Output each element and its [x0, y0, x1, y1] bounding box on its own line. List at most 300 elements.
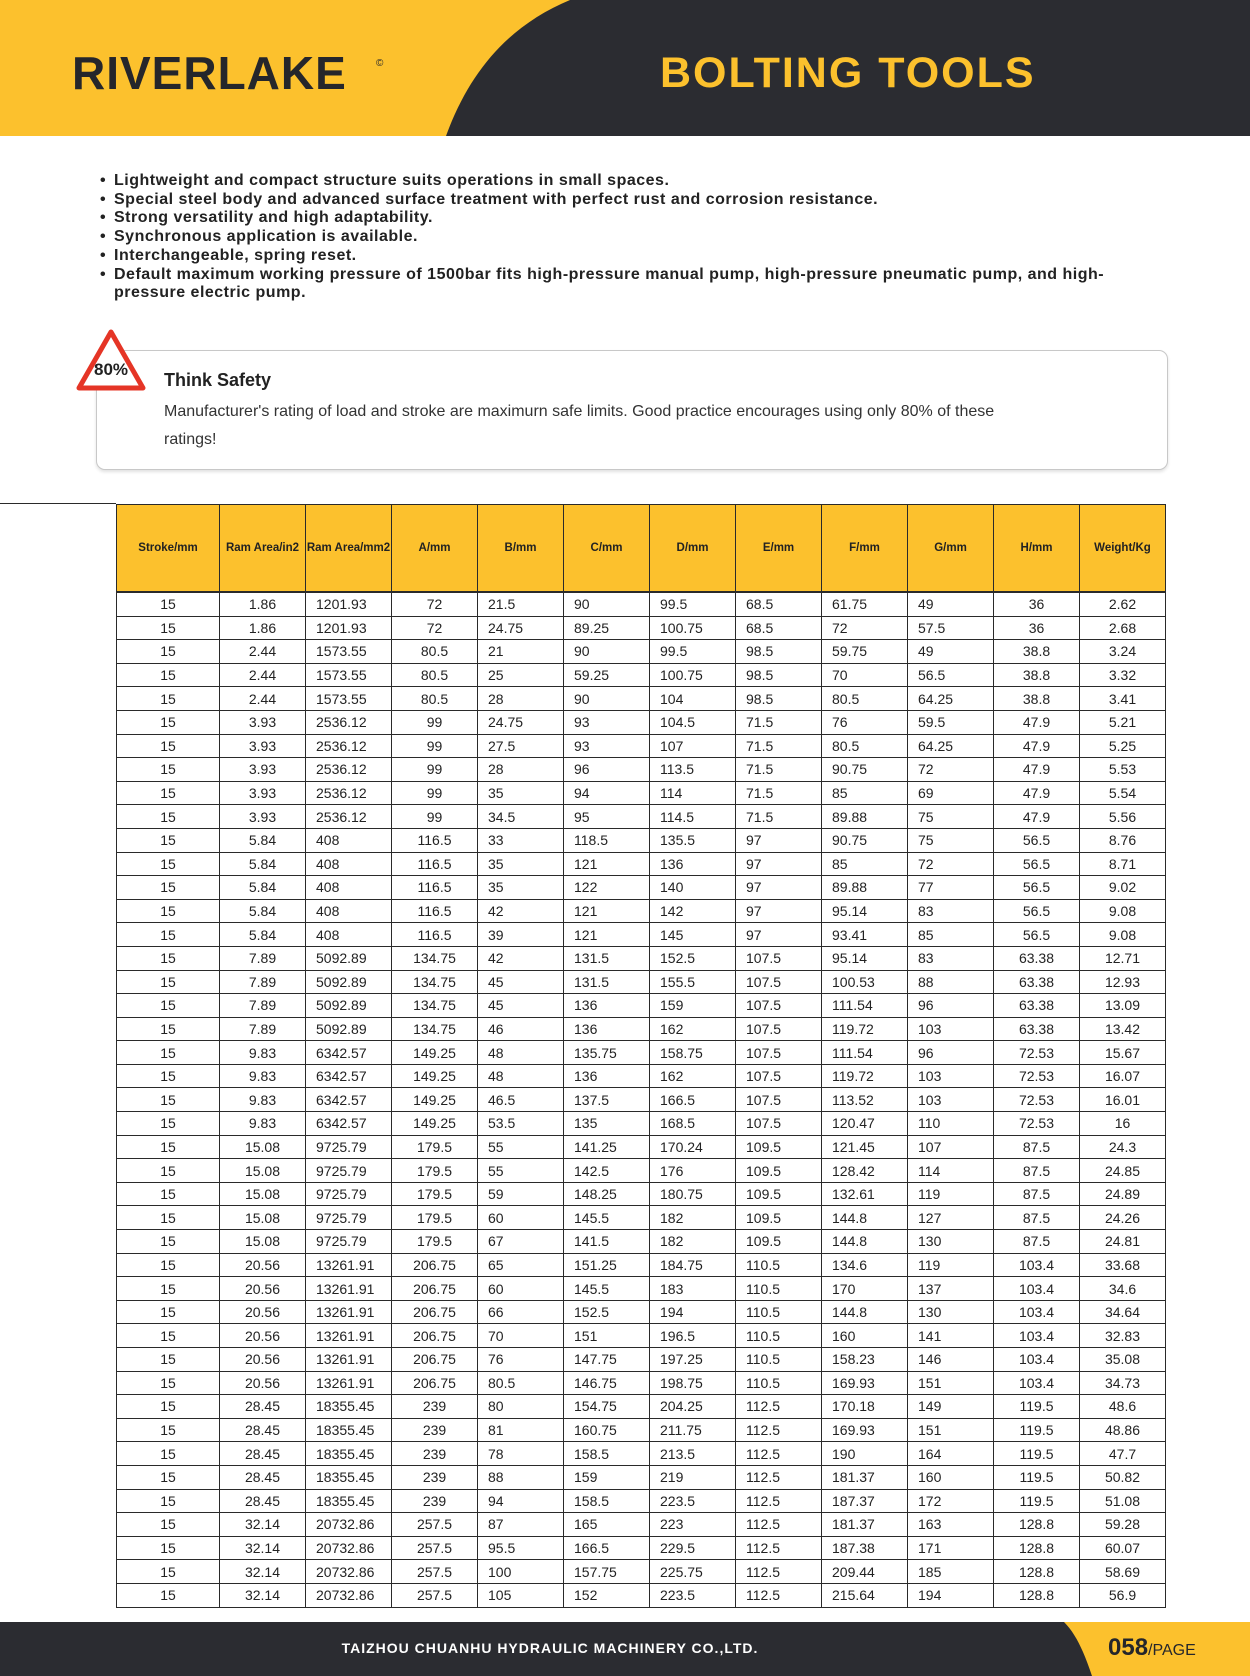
table-cell: 72	[822, 616, 908, 640]
table-cell: 80.5	[478, 1371, 564, 1395]
table-cell: 98.5	[736, 687, 822, 711]
table-cell: 215.64	[822, 1583, 908, 1607]
table-cell: 47.9	[994, 805, 1080, 829]
table-cell: 56.5	[908, 663, 994, 687]
table-cell: 99	[392, 710, 478, 734]
table-cell: 16.01	[1080, 1088, 1166, 1112]
table-cell: 172	[908, 1489, 994, 1513]
table-cell: 119.5	[994, 1442, 1080, 1466]
table-cell: 70	[822, 663, 908, 687]
table-row	[117, 876, 1166, 900]
table-cell: 134.6	[822, 1253, 908, 1277]
table-cell: 257.5	[392, 1560, 478, 1584]
table-cell: 99.5	[650, 640, 736, 664]
table-cell: 18355.45	[306, 1418, 392, 1442]
table-cell: 15	[117, 1135, 220, 1159]
table-cell: 15	[117, 592, 220, 616]
table-cell: 61.75	[822, 592, 908, 616]
table-cell: 56.5	[994, 899, 1080, 923]
table-cell: 134.75	[392, 1017, 478, 1041]
table-cell: 120.47	[822, 1112, 908, 1136]
table-cell: 66	[478, 1300, 564, 1324]
table-cell: 165	[564, 1513, 650, 1537]
table-cell: 103.4	[994, 1300, 1080, 1324]
table-cell: 47.9	[994, 710, 1080, 734]
table-cell: 1201.93	[306, 616, 392, 640]
table-cell: 408	[306, 852, 392, 876]
table-cell: 71.5	[736, 710, 822, 734]
table-cell: 119.72	[822, 1017, 908, 1041]
table-row	[117, 1324, 1166, 1348]
table-cell: 2536.12	[306, 758, 392, 782]
table-cell: 15	[117, 616, 220, 640]
table-cell: 182	[650, 1230, 736, 1254]
table-cell: 152	[564, 1583, 650, 1607]
table-cell: 55	[478, 1159, 564, 1183]
table-cell: 80.5	[392, 640, 478, 664]
table-row	[117, 1513, 1166, 1537]
table-cell: 119.5	[994, 1489, 1080, 1513]
table-cell: 223	[650, 1513, 736, 1537]
table-cell: 27.5	[478, 734, 564, 758]
table-row	[117, 734, 1166, 758]
table-cell: 158.5	[564, 1489, 650, 1513]
table-cell: 1.86	[220, 616, 306, 640]
table-cell: 239	[392, 1489, 478, 1513]
table-cell: 2.44	[220, 663, 306, 687]
table-cell: 135.5	[650, 828, 736, 852]
table-cell: 110.5	[736, 1324, 822, 1348]
table-cell: 15	[117, 640, 220, 664]
table-cell: 71.5	[736, 805, 822, 829]
table-cell: 60.07	[1080, 1536, 1166, 1560]
table-cell: 104	[650, 687, 736, 711]
table-cell: 408	[306, 899, 392, 923]
table-cell: 1573.55	[306, 640, 392, 664]
table-row	[117, 1395, 1166, 1419]
table-cell: 15	[117, 1206, 220, 1230]
table-cell: 85	[822, 852, 908, 876]
table-cell: 158.23	[822, 1348, 908, 1372]
table-cell: 56.5	[994, 876, 1080, 900]
table-cell: 63.38	[994, 1017, 1080, 1041]
table-cell: 15	[117, 781, 220, 805]
table-cell: 49	[908, 592, 994, 616]
table-cell: 56.9	[1080, 1583, 1166, 1607]
table-cell: 168.5	[650, 1112, 736, 1136]
feature-item: • Lightweight and compact structure suits operations in small spaces.	[100, 172, 1150, 191]
table-cell: 15	[117, 1230, 220, 1254]
table-cell: 59	[478, 1182, 564, 1206]
spec-table	[116, 504, 1166, 1608]
table-row	[117, 1560, 1166, 1584]
table-cell: 182	[650, 1206, 736, 1230]
table-cell: 166.5	[564, 1536, 650, 1560]
table-cell: 127	[908, 1206, 994, 1230]
table-cell: 128.8	[994, 1560, 1080, 1584]
table-cell: 71.5	[736, 781, 822, 805]
table-cell: 159	[650, 994, 736, 1018]
table-cell: 72	[908, 758, 994, 782]
table-cell: 75	[908, 805, 994, 829]
table-cell: 80.5	[392, 687, 478, 711]
table-cell: 111.54	[822, 994, 908, 1018]
table-cell: 145.5	[564, 1206, 650, 1230]
table-cell: 57.5	[908, 616, 994, 640]
table-cell: 135	[564, 1112, 650, 1136]
table-cell: 69	[908, 781, 994, 805]
table-cell: 211.75	[650, 1418, 736, 1442]
table-cell: 223.5	[650, 1489, 736, 1513]
table-row	[117, 970, 1166, 994]
table-cell: 88	[478, 1465, 564, 1489]
table-cell: 229.5	[650, 1536, 736, 1560]
table-cell: 32.14	[220, 1583, 306, 1607]
table-cell: 6342.57	[306, 1112, 392, 1136]
column-header: E/mm	[736, 505, 822, 593]
table-cell: 130	[908, 1230, 994, 1254]
table-cell: 38.8	[994, 640, 1080, 664]
table-cell: 35	[478, 876, 564, 900]
table-cell: 20.56	[220, 1371, 306, 1395]
table-cell: 2536.12	[306, 734, 392, 758]
table-cell: 51.08	[1080, 1489, 1166, 1513]
table-cell: 15	[117, 1300, 220, 1324]
table-cell: 257.5	[392, 1536, 478, 1560]
table-row	[117, 1159, 1166, 1183]
table-cell: 20.56	[220, 1277, 306, 1301]
table-cell: 1201.93	[306, 592, 392, 616]
table-row	[117, 781, 1166, 805]
table-row	[117, 1088, 1166, 1112]
table-cell: 134.75	[392, 970, 478, 994]
table-cell: 137	[908, 1277, 994, 1301]
table-cell: 206.75	[392, 1348, 478, 1372]
table-cell: 97	[736, 923, 822, 947]
table-row	[117, 1253, 1166, 1277]
table-cell: 70	[478, 1324, 564, 1348]
table-cell: 135.75	[564, 1041, 650, 1065]
table-cell: 110.5	[736, 1300, 822, 1324]
table-cell: 3.93	[220, 734, 306, 758]
table-cell: 114.5	[650, 805, 736, 829]
table-cell: 34.6	[1080, 1277, 1166, 1301]
table-cell: 89.88	[822, 805, 908, 829]
table-cell: 35	[478, 781, 564, 805]
table-row	[117, 1536, 1166, 1560]
table-cell: 87.5	[994, 1159, 1080, 1183]
table-cell: 158.5	[564, 1442, 650, 1466]
table-cell: 15.08	[220, 1206, 306, 1230]
table-row	[117, 828, 1166, 852]
table-cell: 18355.45	[306, 1442, 392, 1466]
table-cell: 110	[908, 1112, 994, 1136]
table-cell: 60	[478, 1277, 564, 1301]
table-cell: 32.14	[220, 1560, 306, 1584]
table-cell: 15	[117, 876, 220, 900]
table-cell: 151.25	[564, 1253, 650, 1277]
table-cell: 116.5	[392, 899, 478, 923]
table-cell: 15	[117, 1465, 220, 1489]
table-cell: 18355.45	[306, 1395, 392, 1419]
feature-list	[100, 172, 1150, 303]
table-cell: 118.5	[564, 828, 650, 852]
table-cell: 68.5	[736, 616, 822, 640]
table-cell: 170.18	[822, 1395, 908, 1419]
table-cell: 78	[478, 1442, 564, 1466]
table-cell: 15	[117, 1017, 220, 1041]
table-cell: 96	[564, 758, 650, 782]
table-cell: 15	[117, 1348, 220, 1372]
table-cell: 85	[908, 923, 994, 947]
table-cell: 46.5	[478, 1088, 564, 1112]
table-cell: 8.76	[1080, 828, 1166, 852]
table-cell: 80.5	[392, 663, 478, 687]
table-cell: 99.5	[650, 592, 736, 616]
table-cell: 206.75	[392, 1253, 478, 1277]
table-cell: 65	[478, 1253, 564, 1277]
table-cell: 3.93	[220, 805, 306, 829]
table-cell: 50.82	[1080, 1465, 1166, 1489]
column-header: D/mm	[650, 505, 736, 593]
table-cell: 137.5	[564, 1088, 650, 1112]
table-cell: 110.5	[736, 1253, 822, 1277]
table-cell: 5092.89	[306, 946, 392, 970]
table-cell: 46	[478, 1017, 564, 1041]
table-cell: 16.07	[1080, 1064, 1166, 1088]
table-cell: 20.56	[220, 1253, 306, 1277]
table-row	[117, 1017, 1166, 1041]
table-cell: 3.93	[220, 710, 306, 734]
table-cell: 9.83	[220, 1064, 306, 1088]
table-cell: 103	[908, 1017, 994, 1041]
table-cell: 194	[650, 1300, 736, 1324]
table-cell: 131.5	[564, 946, 650, 970]
table-cell: 7.89	[220, 946, 306, 970]
table-cell: 225.75	[650, 1560, 736, 1584]
table-cell: 93.41	[822, 923, 908, 947]
table-cell: 170.24	[650, 1135, 736, 1159]
table-cell: 9725.79	[306, 1230, 392, 1254]
table-cell: 103	[908, 1088, 994, 1112]
table-cell: 13.42	[1080, 1017, 1166, 1041]
table-cell: 111.54	[822, 1041, 908, 1065]
table-cell: 128.8	[994, 1536, 1080, 1560]
table-cell: 152.5	[564, 1300, 650, 1324]
table-cell: 45	[478, 970, 564, 994]
table-cell: 131.5	[564, 970, 650, 994]
table-cell: 15	[117, 687, 220, 711]
table-cell: 21	[478, 640, 564, 664]
table-cell: 5.53	[1080, 758, 1166, 782]
table-cell: 121	[564, 923, 650, 947]
table-cell: 13261.91	[306, 1300, 392, 1324]
table-cell: 15	[117, 1064, 220, 1088]
table-cell: 179.5	[392, 1135, 478, 1159]
table-cell: 13261.91	[306, 1277, 392, 1301]
table-cell: 15	[117, 1088, 220, 1112]
table-cell: 25	[478, 663, 564, 687]
table-cell: 149.25	[392, 1112, 478, 1136]
table-cell: 3.24	[1080, 640, 1166, 664]
table-cell: 9725.79	[306, 1159, 392, 1183]
table-cell: 112.5	[736, 1465, 822, 1489]
table-cell: 146	[908, 1348, 994, 1372]
table-cell: 151	[908, 1371, 994, 1395]
column-header: B/mm	[478, 505, 564, 593]
table-cell: 110.5	[736, 1348, 822, 1372]
table-cell: 142	[650, 899, 736, 923]
table-cell: 155.5	[650, 970, 736, 994]
table-cell: 107.5	[736, 994, 822, 1018]
table-cell: 15	[117, 710, 220, 734]
table-cell: 146.75	[564, 1371, 650, 1395]
table-cell: 97	[736, 899, 822, 923]
table-row	[117, 1371, 1166, 1395]
table-cell: 38.8	[994, 687, 1080, 711]
table-cell: 119	[908, 1182, 994, 1206]
table-cell: 15	[117, 734, 220, 758]
table-cell: 408	[306, 828, 392, 852]
table-header-row	[117, 505, 1166, 593]
table-cell: 80.5	[822, 687, 908, 711]
table-cell: 107.5	[736, 1041, 822, 1065]
table-cell: 90	[564, 687, 650, 711]
table-cell: 151	[564, 1324, 650, 1348]
table-cell: 134.75	[392, 994, 478, 1018]
table-cell: 33	[478, 828, 564, 852]
table-cell: 121	[564, 852, 650, 876]
table-cell: 121	[564, 899, 650, 923]
table-cell: 198.75	[650, 1371, 736, 1395]
table-cell: 97	[736, 828, 822, 852]
table-cell: 15.08	[220, 1182, 306, 1206]
table-cell: 53.5	[478, 1112, 564, 1136]
table-cell: 149.25	[392, 1088, 478, 1112]
table-cell: 110.5	[736, 1371, 822, 1395]
table-cell: 68.5	[736, 592, 822, 616]
table-cell: 119	[908, 1253, 994, 1277]
table-cell: 47.7	[1080, 1442, 1166, 1466]
page-title: BOLTING TOOLS	[660, 49, 1036, 97]
table-cell: 72	[908, 852, 994, 876]
table-cell: 58.69	[1080, 1560, 1166, 1584]
table-cell: 109.5	[736, 1159, 822, 1183]
table-cell: 33.68	[1080, 1253, 1166, 1277]
page-number-value: 058	[1108, 1634, 1149, 1661]
table-cell: 15	[117, 1112, 220, 1136]
column-header: A/mm	[392, 505, 478, 593]
table-cell: 83	[908, 946, 994, 970]
table-cell: 190	[822, 1442, 908, 1466]
table-cell: 45	[478, 994, 564, 1018]
table-cell: 105	[478, 1583, 564, 1607]
table-cell: 187.37	[822, 1489, 908, 1513]
table-cell: 64.25	[908, 687, 994, 711]
table-row	[117, 1206, 1166, 1230]
table-cell: 180.75	[650, 1182, 736, 1206]
table-cell: 103.4	[994, 1348, 1080, 1372]
table-cell: 136	[564, 1017, 650, 1041]
column-header: Ram Area/in2	[220, 505, 306, 593]
table-cell: 56.5	[994, 828, 1080, 852]
table-cell: 89.88	[822, 876, 908, 900]
table-cell: 145	[650, 923, 736, 947]
table-cell: 2.44	[220, 640, 306, 664]
table-cell: 67	[478, 1230, 564, 1254]
table-cell: 24.89	[1080, 1182, 1166, 1206]
table-cell: 116.5	[392, 852, 478, 876]
table-cell: 164	[908, 1442, 994, 1466]
table-cell: 21.5	[478, 592, 564, 616]
table-cell: 28.45	[220, 1395, 306, 1419]
table-cell: 223.5	[650, 1583, 736, 1607]
table-cell: 5.56	[1080, 805, 1166, 829]
brand-logo-mark: ©	[376, 58, 384, 69]
table-cell: 132.61	[822, 1182, 908, 1206]
table-row	[117, 1112, 1166, 1136]
table-cell: 116.5	[392, 828, 478, 852]
table-cell: 7.89	[220, 970, 306, 994]
table-cell: 9.83	[220, 1112, 306, 1136]
table-cell: 15	[117, 1324, 220, 1348]
table-cell: 85	[822, 781, 908, 805]
table-cell: 179.5	[392, 1206, 478, 1230]
table-cell: 109.5	[736, 1135, 822, 1159]
table-cell: 20732.86	[306, 1560, 392, 1584]
table-cell: 162	[650, 1017, 736, 1041]
table-cell: 3.32	[1080, 663, 1166, 687]
table-row	[117, 1064, 1166, 1088]
table-cell: 107.5	[736, 1112, 822, 1136]
table-cell: 9725.79	[306, 1206, 392, 1230]
table-cell: 9.83	[220, 1041, 306, 1065]
table-cell: 194	[908, 1583, 994, 1607]
table-cell: 206.75	[392, 1277, 478, 1301]
table-row	[117, 663, 1166, 687]
table-cell: 72.53	[994, 1041, 1080, 1065]
table-row	[117, 1418, 1166, 1442]
table-cell: 87.5	[994, 1230, 1080, 1254]
table-cell: 110.5	[736, 1277, 822, 1301]
table-cell: 169.93	[822, 1418, 908, 1442]
table-cell: 5092.89	[306, 1017, 392, 1041]
table-cell: 169.93	[822, 1371, 908, 1395]
table-cell: 63.38	[994, 946, 1080, 970]
table-cell: 28.45	[220, 1489, 306, 1513]
table-row	[117, 852, 1166, 876]
table-cell: 56.5	[994, 852, 1080, 876]
table-cell: 112.5	[736, 1560, 822, 1584]
table-cell: 20.56	[220, 1324, 306, 1348]
table-cell: 83	[908, 899, 994, 923]
table-cell: 55	[478, 1135, 564, 1159]
table-cell: 99	[392, 758, 478, 782]
table-cell: 13261.91	[306, 1371, 392, 1395]
table-cell: 95.14	[822, 946, 908, 970]
table-cell: 80	[478, 1395, 564, 1419]
table-cell: 136	[564, 1064, 650, 1088]
table-cell: 36	[994, 592, 1080, 616]
column-header: Ram Area/mm2	[306, 505, 392, 593]
table-cell: 112.5	[736, 1513, 822, 1537]
table-cell: 157.75	[564, 1560, 650, 1584]
table-cell: 97	[736, 876, 822, 900]
table-row	[117, 1489, 1166, 1513]
table-cell: 42	[478, 899, 564, 923]
table-cell: 15	[117, 899, 220, 923]
table-cell: 15	[117, 923, 220, 947]
